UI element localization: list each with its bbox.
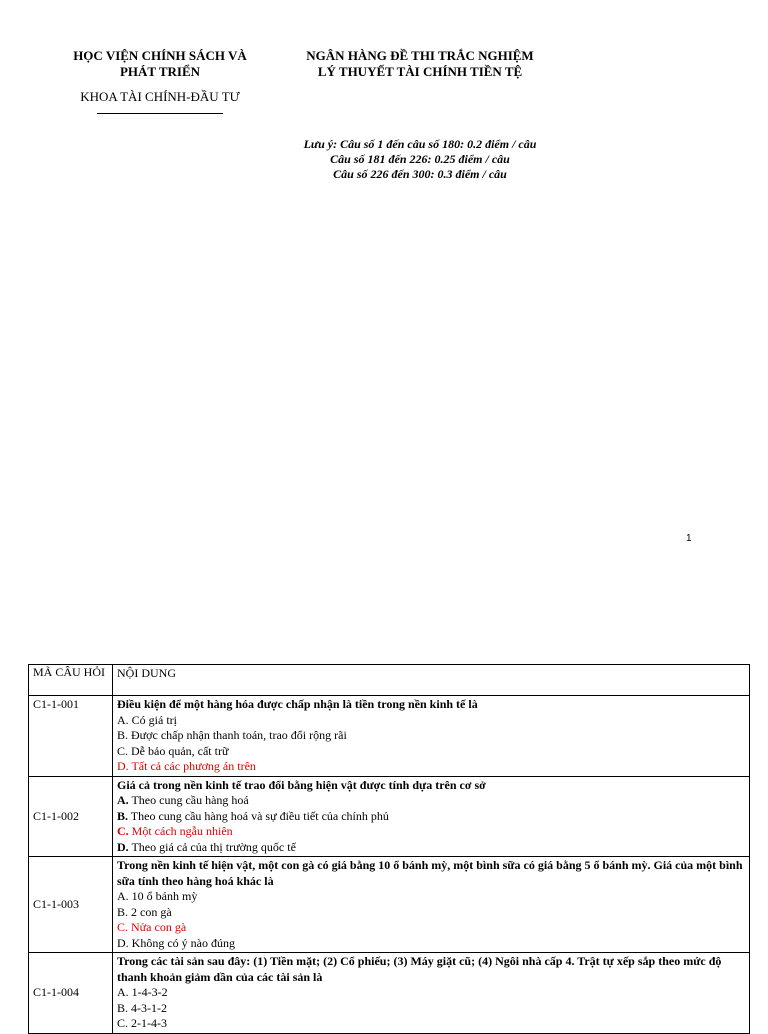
option-label: C. bbox=[117, 824, 129, 838]
header-code: MÃ CÂU HỎI bbox=[29, 665, 113, 696]
question-code: C1-1-002 bbox=[29, 776, 113, 857]
question-code: C1-1-003 bbox=[29, 857, 113, 953]
table-row bbox=[29, 953, 750, 1034]
question-text: Trong các tài sản sau đây: (1) Tiền mặt; (2) Cổ phiếu; (3) Máy giặt cũ; (4) Ngôi nhà cấp 4. Trật tự xếp sắp theo mức độ thanh khoản giảm dần của các tài sản là bbox=[117, 954, 722, 984]
option: B. Được chấp nhận thanh toán, trao đổi rộng rãi bbox=[117, 728, 347, 742]
option: A. 1-4-3-2 bbox=[117, 985, 168, 999]
scoring-note bbox=[250, 137, 590, 182]
document-title-block bbox=[290, 48, 550, 80]
option bbox=[117, 793, 745, 809]
option: A. 10 ổ bánh mỳ bbox=[117, 889, 198, 903]
note-line-3: Câu số 226 đến 300: 0.3 điểm / câu bbox=[333, 167, 507, 181]
subject-title: LÝ THUYẾT TÀI CHÍNH TIỀN TỆ bbox=[317, 64, 523, 79]
question-cell bbox=[113, 696, 750, 777]
question-cell bbox=[113, 776, 750, 857]
option: B. 2 con gà bbox=[117, 904, 172, 919]
table-row bbox=[29, 696, 750, 777]
option bbox=[117, 840, 745, 856]
option: B. 4-3-1-2 bbox=[117, 1000, 167, 1015]
table-row bbox=[29, 857, 750, 953]
option-text: Theo cung cầu hàng hoá bbox=[128, 793, 249, 807]
page-number: 1 bbox=[686, 533, 692, 544]
question-text: Điều kiện để một hàng hóa được chấp nhận là tiền trong nền kinh tế là bbox=[117, 697, 478, 711]
option-text: Theo giá cả của thị trường quốc tế bbox=[128, 839, 296, 854]
option-answer: C. Nửa con gà bbox=[117, 920, 187, 934]
table-row bbox=[29, 776, 750, 857]
institution-name: HỌC VIỆN CHÍNH SÁCH VÀ PHÁT TRIỂN bbox=[73, 48, 247, 79]
option-answer bbox=[117, 824, 745, 840]
question-cell bbox=[113, 857, 750, 953]
question-text: Giá cả trong nền kinh tế trao đổi bằng hiện vật được tính dựa trên cơ sở bbox=[117, 777, 486, 792]
option: D. Không có ý nào đúng bbox=[117, 935, 235, 950]
question-code: C1-1-004 bbox=[29, 953, 113, 1034]
header-content: NỘI DUNG bbox=[113, 665, 750, 696]
option-text: Một cách ngẫu nhiên bbox=[128, 824, 233, 838]
option: A. Có giá trị bbox=[117, 712, 177, 727]
note-line-2: Câu số 181 đến 226: 0.25 điểm / câu bbox=[330, 152, 510, 166]
option-text: Theo cung cầu hàng hoá và sự điều tiết của chính phủ bbox=[128, 808, 389, 823]
option: C. Dễ bảo quản, cất trữ bbox=[117, 743, 229, 758]
question-text: Trong nền kinh tế hiện vật, một con gà có giá bằng 10 ổ bánh mỳ, một bình sữa có giá bằng 5 ổ bánh mỳ. Giá của một bình sữa tính theo hàng hoá khác là bbox=[117, 858, 743, 888]
question-cell bbox=[113, 953, 750, 1034]
header-underline bbox=[97, 113, 223, 114]
question-table bbox=[28, 664, 750, 1034]
faculty-name: KHOA TÀI CHÍNH-ĐẦU TƯ bbox=[80, 89, 240, 104]
question-bank-title: NGÂN HÀNG ĐỀ THI TRẮC NGHIỆM bbox=[306, 48, 534, 63]
option: C. 2-1-4-3 bbox=[117, 1016, 167, 1030]
option-label: D. bbox=[117, 839, 129, 854]
table-header-row bbox=[29, 665, 750, 696]
option bbox=[117, 809, 745, 825]
institution-header bbox=[55, 48, 265, 114]
question-code: C1-1-001 bbox=[29, 696, 113, 777]
option-answer: D. Tất cả các phương án trên bbox=[117, 759, 256, 773]
option-label: A. bbox=[117, 793, 129, 807]
option-label: B. bbox=[117, 808, 129, 823]
note-line-1: Lưu ý: Câu số 1 đến câu số 180: 0.2 điểm / câu bbox=[303, 137, 537, 151]
